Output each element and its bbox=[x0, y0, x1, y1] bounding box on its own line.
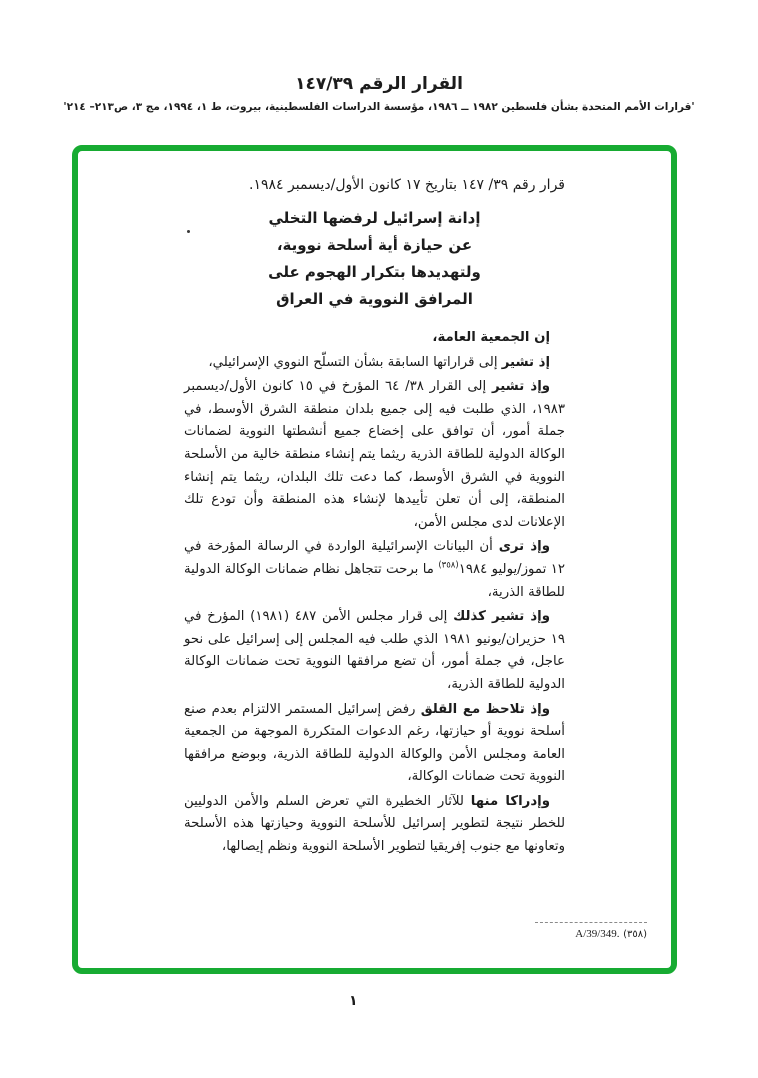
heading-line: عن حيازة أية أسلحة نووية، bbox=[276, 236, 473, 254]
ink-speck bbox=[187, 230, 190, 233]
paragraph-text: رفض إسرائيل المستمر الالتزام بعدم صنع أسلحة نووية أو حيازتها، رغم الدعوات المتكررة الموجهة من الجمعية العامة ومجلس الأمن والوكالة الدولية للطاقة الذرية، وبوضع مرافقها النووية تحت ضمانات الوكالة، bbox=[184, 701, 565, 785]
page-title: القرار الرقم ١٤٧/٣٩ bbox=[295, 74, 463, 94]
resolution-heading bbox=[184, 205, 565, 313]
resolution-paragraph bbox=[184, 536, 565, 604]
paragraph-lead: وإذ تلاحظ مع القلق bbox=[420, 701, 550, 717]
paragraph-lead: وإذ ترى bbox=[498, 539, 550, 555]
heading-line: ولتهديدها بتكرار الهجوم على bbox=[268, 263, 481, 281]
footnote-reference bbox=[535, 927, 647, 940]
page-number: ١ bbox=[349, 993, 358, 1009]
resolution-number-line: قرار رقم ٣٩/ ١٤٧ بتاريخ ١٧ كانون الأول/ديسمبر ١٩٨٤. bbox=[249, 177, 565, 193]
paragraph-text: إلى القرار ٣٨/ ٦٤ المؤرخ في ١٥ كانون الأول/ديسمبر ١٩٨٣، الذي طلبت فيه إلى جميع بلدان منطقة الشرق الأوسط، في جملة أمور، أن توافق على إخضاع جميع أنشطتها النووية لضمانات الوكالة الدولية للطاقة الذرية ريثما يتم إنشاء منطقة خالية من الأسلحة النووية في الشرق الأوسط، كما دعت تلك البلدان، ريثما يتم إنشاء المنطقة، إلى أن تعلن تأييدها لإنشاء هذه المنطقة وأن تودع تلك الإعلانات لدى مجلس الأمن، bbox=[184, 379, 565, 530]
paragraph-lead: إن الجمعية العامة، bbox=[432, 330, 550, 345]
paragraph-text: إلى قراراتها السابقة بشأن التسلّح النووي الإسرائيلي، bbox=[208, 354, 502, 370]
paragraph-text: أن البيانات الإسرائيلية الواردة في الرسالة المؤرخة في ١٢ تموز/يوليو ١٩٨٤ bbox=[184, 539, 565, 577]
document-header bbox=[0, 0, 758, 113]
resolution-paragraph bbox=[184, 352, 565, 375]
resolution-paragraph bbox=[184, 606, 565, 696]
paragraph-lead: إذ تشير bbox=[501, 354, 550, 370]
paragraph-lead: وإذ تشير كذلك bbox=[453, 609, 551, 625]
resolution-body bbox=[184, 327, 565, 859]
source-citation: 'قرارات الأمم المتحدة بشأن فلسطين ١٩٨٢ ــ ١٩٨٦، مؤسسة الدراسات الفلسطينية، بيروت، ط ١، ١٩٩٤، مج ٣، ص٢١٣– ٢١٤' bbox=[63, 101, 695, 113]
paragraph-lead: وإدراكا منها bbox=[470, 793, 550, 809]
paragraph-text: ما برحت تتجاهل نظام ضمانات الوكالة الدولية للطاقة الذرية، bbox=[184, 561, 565, 600]
heading-line: إدانة إسرائيل لرفضها التخلي bbox=[268, 209, 481, 227]
paragraph-text: إلى قرار مجلس الأمن ٤٨٧ (١٩٨١) المؤرخ في ١٩ حزيران/يونيو ١٩٨١ الذي طلب فيه المجلس إلى إسرائيل على نحو عاجل، في جملة أمور، أن تضع مرافقها النووية تحت ضمانات الوكالة الدولية للطاقة الذرية، bbox=[184, 609, 565, 692]
paragraph-lead: وإذ تشير bbox=[491, 379, 551, 395]
footnote-number: (٣٥٨) bbox=[623, 929, 647, 940]
footnote-marker: (٣٥٨) bbox=[438, 560, 459, 571]
resolution-paragraph bbox=[184, 376, 565, 534]
document-symbol: A/39/349. bbox=[575, 928, 620, 940]
resolution-paragraph bbox=[184, 791, 565, 859]
resolution-paragraph bbox=[184, 699, 565, 789]
resolution-paragraph bbox=[184, 327, 565, 350]
paragraph-text: للآثار الخطيرة التي تعرض السلم والأمن الدوليين للخطر نتيجة لتطوير إسرائيل للأسلحة النووية وحيازتها هذه الأسلحة وتعاونها مع جنوب إفريقيا لتطوير الأسلحة النووية ونظم إيصالها، bbox=[184, 793, 565, 855]
content-frame bbox=[72, 145, 677, 974]
heading-line: المرافق النووية في العراق bbox=[276, 290, 473, 308]
footnote-block bbox=[535, 922, 647, 940]
footnote-divider bbox=[535, 922, 647, 923]
